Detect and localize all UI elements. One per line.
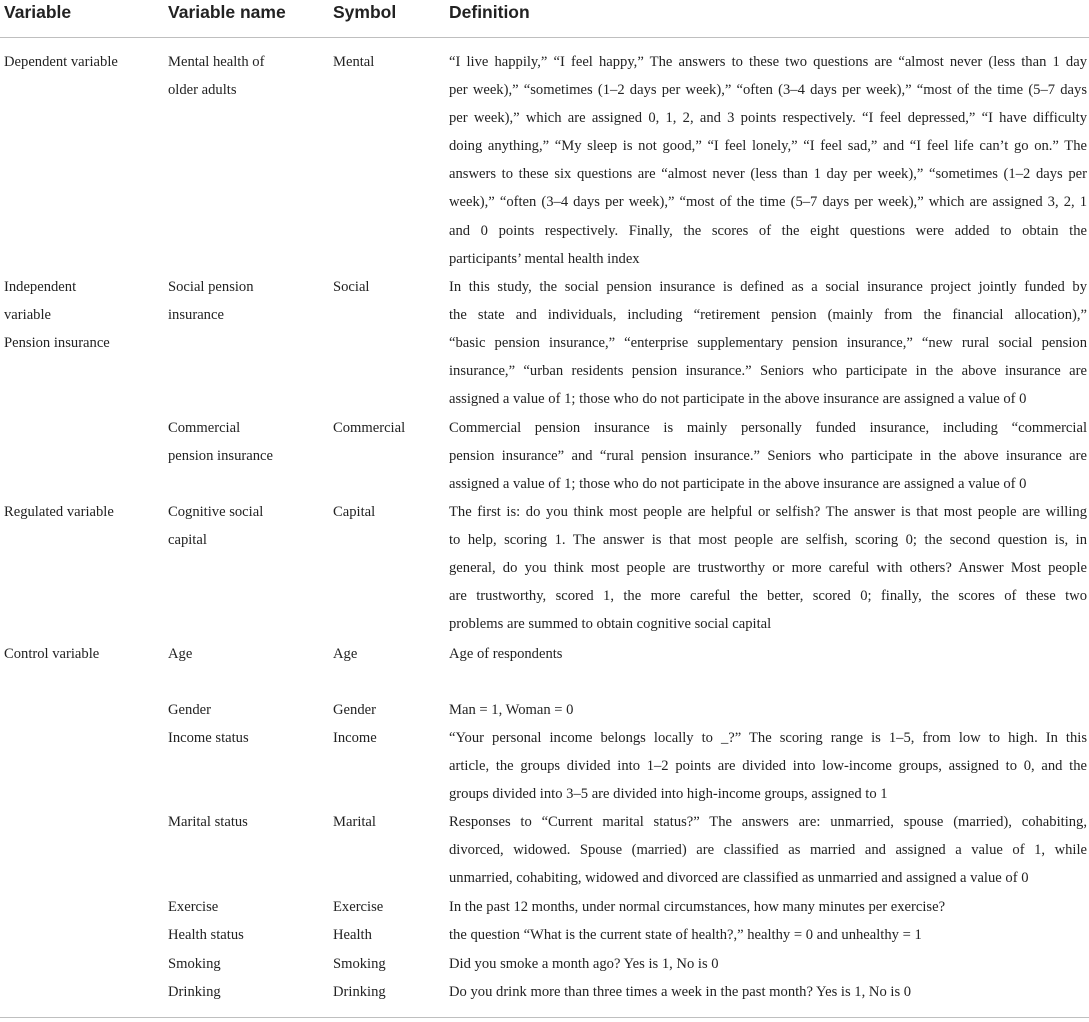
cell-definition — [449, 414, 1087, 498]
bottom-rule — [0, 1017, 1089, 1018]
cell-definition — [449, 48, 1087, 273]
cell-symbol — [333, 978, 433, 1006]
definition-line: participants’ mental health index — [449, 250, 640, 267]
definition-line: general, do you think most people are trustworthy or more careful with others? Answer Most people — [449, 560, 1087, 577]
cell-symbol — [333, 696, 433, 724]
symbol-line: Gender — [333, 702, 376, 718]
cell-symbol — [333, 950, 433, 978]
cell-definition — [449, 921, 1087, 949]
table-header — [0, 0, 1089, 38]
cell-name — [168, 893, 318, 921]
definition-line: to help, scoring 1. The answer is that most people are selfish, scoring 0; the second question is, in — [449, 532, 1087, 549]
cell-symbol — [333, 921, 433, 949]
cell-symbol — [333, 273, 433, 301]
definition-line: per week),” which are assigned 0, 1, 2, and 3 points respectively. “I feel depressed,” “I have difficulty — [449, 110, 1087, 127]
cell-symbol — [333, 808, 433, 836]
name-line: Commercial — [168, 420, 241, 436]
name-line: Age — [168, 646, 193, 662]
definition-line: assigned a value of 1; those who do not participate in the above insurance are assigned a value of 0 — [449, 476, 1027, 493]
name-line: capital — [168, 532, 207, 549]
definition-line: Commercial pension insurance is mainly personally funded insurance, including “commercial — [449, 420, 1087, 436]
category-line: Control variable — [4, 646, 100, 662]
name-line: Social pension — [168, 279, 254, 295]
definition-line: Man = 1, Woman = 0 — [449, 702, 574, 718]
definition-line: unmarried, cohabiting, widowed and divorced are classified as unmarried and assigned a value of 0 — [449, 870, 1029, 887]
cell-category — [4, 48, 154, 76]
cell-symbol — [333, 640, 433, 668]
name-line: Health status — [168, 927, 244, 943]
header-symbol: Symbol — [333, 2, 397, 22]
cell-definition — [449, 696, 1087, 724]
name-line: insurance — [168, 307, 224, 324]
name-line: Drinking — [168, 984, 221, 1000]
name-line: Smoking — [168, 956, 221, 972]
header-definition: Definition — [449, 2, 530, 22]
definition-line: Do you drink more than three times a week in the past month? Yes is 1, No is 0 — [449, 984, 912, 1000]
cell-name — [168, 724, 318, 752]
category-line: Dependent variable — [4, 54, 118, 70]
cell-name — [168, 640, 318, 668]
definition-line: divorced, widowed. Spouse (married) are classified as married and assigned a value of 1, while — [449, 842, 1087, 859]
name-line: Gender — [168, 702, 211, 718]
definition-line: problems are summed to obtain cognitive social capital — [449, 616, 772, 633]
header-variable-name: Variable name — [168, 2, 286, 22]
symbol-line: Marital — [333, 814, 376, 830]
cell-definition — [449, 950, 1087, 978]
cell-definition — [449, 498, 1087, 638]
definition-line: the question “What is the current state of health?,” healthy = 0 and unhealthy = 1 — [449, 927, 922, 943]
cell-definition — [449, 893, 1087, 921]
cell-category — [4, 273, 154, 357]
definition-line: Age of respondents — [449, 646, 563, 662]
name-line: Mental health of — [168, 54, 265, 70]
cell-name — [168, 921, 318, 949]
cell-name — [168, 273, 318, 329]
name-line: Cognitive social — [168, 504, 264, 520]
definition-line: “Your personal income belongs locally to _?” The scoring range is 1–5, from low to high. In this — [449, 730, 1087, 746]
cell-name — [168, 48, 318, 104]
definition-line: “I live happily,” “I feel happy,” The answers to these two questions are “almost never (less than 1 day — [449, 54, 1087, 70]
symbol-line: Social — [333, 279, 370, 295]
definition-line: the state and individuals, including “retirement pension (mainly from the financial allocation),” — [449, 307, 1087, 324]
header-rule — [0, 37, 1089, 38]
cell-name — [168, 696, 318, 724]
cell-category — [4, 640, 154, 668]
name-line: pension insurance — [168, 448, 273, 465]
definition-line: Did you smoke a month ago? Yes is 1, No is 0 — [449, 956, 719, 972]
definition-line: Responses to “Current marital status?” The answers are: unmarried, spouse (married), cohabiting, — [449, 814, 1087, 830]
cell-name — [168, 950, 318, 978]
definition-line: doing anything,” “My sleep is not good,” “I feel lonely,” “I feel sad,” and “I feel life can’t go on.” The — [449, 138, 1087, 155]
category-line: Regulated variable — [4, 504, 114, 520]
cell-symbol — [333, 498, 433, 526]
cell-definition — [449, 273, 1087, 413]
definition-line: assigned a value of 1; those who do not participate in the above insurance are assigned a value of 0 — [449, 391, 1027, 408]
symbol-line: Exercise — [333, 899, 384, 915]
definition-line: insurance,” “urban residents pension insurance.” Seniors who participate in the above insurance are — [449, 363, 1087, 380]
name-line: Income status — [168, 730, 249, 746]
name-line: older adults — [168, 82, 237, 99]
cell-name — [168, 498, 318, 554]
cell-name — [168, 978, 318, 1006]
definition-line: and 0 points respectively. Finally, the scores of the eight questions were added to obtain the — [449, 222, 1087, 239]
definition-line: “basic pension insurance,” “enterprise supplementary pension insurance,” “new rural social pension — [449, 335, 1087, 352]
symbol-line: Smoking — [333, 956, 386, 972]
symbol-line: Capital — [333, 504, 376, 520]
definition-line: are trustworthy, scored 1, the more careful the better, scored 0; finally, the scores of these two — [449, 588, 1087, 605]
name-line: Marital status — [168, 814, 248, 830]
cell-symbol — [333, 724, 433, 752]
symbol-line: Commercial — [333, 420, 406, 436]
name-line: Exercise — [168, 899, 219, 915]
definition-line: per week),” “sometimes (1–2 days per week),” “often (3–4 days per week),” “most of the time (5–7 days — [449, 82, 1087, 99]
definition-line: In this study, the social pension insurance is defined as a social insurance project jointly funded by — [449, 279, 1087, 295]
cell-category — [4, 498, 154, 526]
cell-definition — [449, 978, 1087, 1006]
cell-symbol — [333, 893, 433, 921]
cell-symbol — [333, 48, 433, 76]
symbol-line: Mental — [333, 54, 375, 70]
definition-line: article, the groups divided into 1–2 points are divided into low-income groups, assigned to 0, and the — [449, 758, 1087, 775]
cell-definition — [449, 640, 1087, 668]
cell-symbol — [333, 414, 433, 442]
definition-line: pension insurance” and “rural pension insurance.” Seniors who participate in the above insurance are — [449, 448, 1087, 465]
cell-definition — [449, 724, 1087, 808]
symbol-line: Age — [333, 646, 358, 662]
cell-definition — [449, 808, 1087, 892]
category-line: Pension insurance — [4, 335, 110, 352]
cell-name — [168, 808, 318, 836]
definition-line: In the past 12 months, under normal circumstances, how many minutes per exercise? — [449, 899, 946, 915]
symbol-line: Income — [333, 730, 377, 746]
definition-line: answers to these six questions are “almost never (less than 1 day per week),” “sometimes (1–2 days per — [449, 166, 1087, 183]
category-line: Independent — [4, 279, 77, 295]
definition-line: groups divided into 3–5 are divided into high-income groups, assigned to 1 — [449, 786, 888, 803]
definition-line: week),” “often (3–4 days per week),” “most of the time (5–7 days per week),” which are assigned 3, 2, 1 — [449, 194, 1087, 211]
symbol-line: Health — [333, 927, 372, 943]
cell-name — [168, 414, 318, 470]
header-variable: Variable — [4, 2, 72, 22]
definition-line: The first is: do you think most people are helpful or selfish? The answer is that most people are willing — [449, 504, 1087, 520]
symbol-line: Drinking — [333, 984, 386, 1000]
category-line: variable — [4, 307, 51, 324]
